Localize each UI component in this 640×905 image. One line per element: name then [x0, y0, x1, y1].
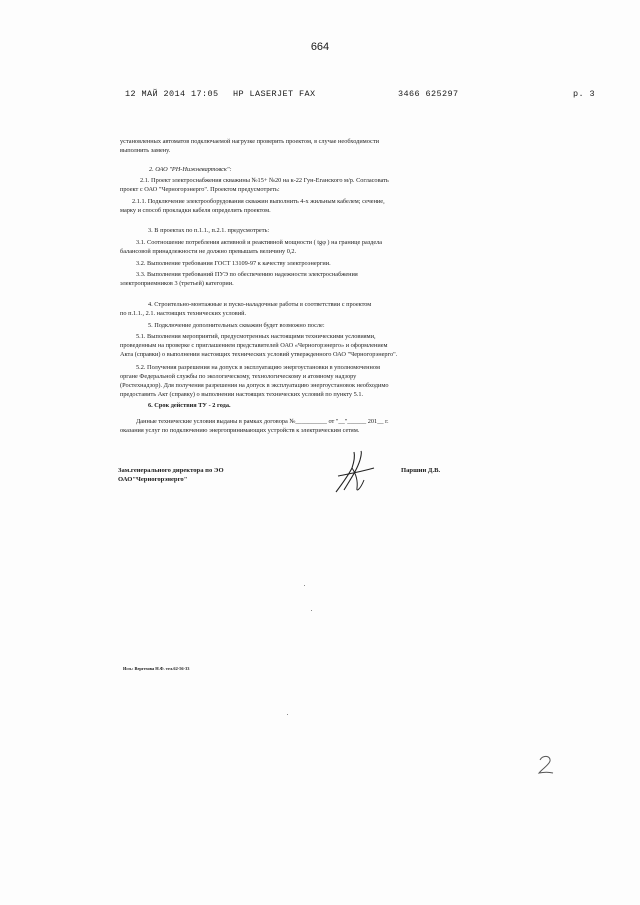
page-number: 664 — [310, 41, 330, 53]
body-line: (Ростехнадзор). Для получения разрешения на допуск в эксплуатацию энергоустановок необходимо — [120, 382, 389, 389]
body-line: 3.1. Соотношение потребления активной и реактивной мощности ( tgφ ) на границе раздела — [136, 239, 383, 246]
executor-note: Исп.: Вергезова Н.Ф. тел.62-56-33 — [123, 666, 190, 671]
fax-number: 3466 625297 — [398, 89, 459, 99]
body-line: Акта (справки) о выполнении настоящих технических условий утвержденного ОАО "Черногорэнерго". — [120, 351, 398, 358]
body-line: Данные технические условия выданы в рамках договора №__________ от "__"______ 201__ г. — [136, 418, 389, 425]
body-line: 2.1.1. Подключение электрооборудования скважин выполнить 4-х жильным кабелем; сечение, — [132, 198, 385, 205]
scan-speck — [287, 714, 288, 715]
body-line: выполнить замену. — [120, 147, 171, 154]
body-line: 3.2. Выполнение требования ГОСТ 13109-97 к качеству электроэнергии. — [136, 260, 331, 267]
handwritten-page-number — [536, 754, 556, 776]
body-line: органе Федеральной службы по экологическому, технологическому и атомному надзору — [120, 373, 357, 380]
scan-speck — [304, 585, 305, 586]
body-line: 3.3. Выполнения требований ПУЭ по обеспечению надежности электроснабжения — [136, 271, 358, 278]
body-line: балансовой принадлежности не должно превышать величину 0,2. — [120, 248, 297, 255]
body-line: 6. Срок действия ТУ - 2 года. — [148, 402, 231, 409]
body-line: оказания услуг по подключению энергопринимающих устройств к электрическим сетям. — [120, 427, 360, 434]
scan-speck — [311, 610, 312, 611]
body-line: 3. В проектах по п.1.1., п.2.1. предусмотреть: — [148, 227, 270, 234]
signatory-position-line1: Зам.генерального директора по ЭО — [118, 467, 224, 474]
fax-datetime: 12 МАЙ 2014 17:05 — [125, 89, 219, 99]
body-line: 5.1. Выполнения мероприятий, предусмотренных настоящими техническими условиями, — [136, 333, 376, 340]
fax-device: HP LASERJET FAX — [233, 89, 316, 99]
signatory-position-line2: ОАО"Черногорэнерго" — [118, 475, 188, 483]
body-line: 5. Подключение дополнительных скважин будет возможно после: — [148, 322, 325, 329]
signatory-name: Паршин Д.В. — [401, 467, 441, 474]
handwritten-signature — [330, 450, 380, 496]
body-line: 2.1. Проект электроснабжения скважины №15+ №20 на к-22 Гун-Еганского м/р. Согласовать — [140, 177, 389, 184]
body-line: проведенным на проверке с приглашением представителей ОАО «Черногорэнерго» и оформлением — [120, 342, 388, 349]
body-line: электроприемников 3 (третьей) категории. — [120, 280, 234, 287]
body-line: по п.1.1., 2.1. настоящих технических условий. — [120, 310, 247, 317]
signatory-position — [118, 467, 224, 484]
body-line: предоставить Акт (справку) о выполнении настоящих технических условий по пункту 5.1. — [120, 391, 364, 398]
fax-page: p. 3 — [573, 89, 596, 99]
body-line: 4. Строительно-монтажные и пуско-наладочные работы в соответствии с проектом — [148, 301, 372, 308]
body-line: марку и способ прокладки кабеля определить проектом. — [120, 207, 271, 214]
body-line: установленных автоматов подключаемой нагрузке проверить проектом, в случае необходимости — [120, 138, 379, 145]
body-line: 5.2. Получения разрешения на допуск в эксплуатацию энергоустановки в уполномоченном — [136, 364, 380, 371]
body-line: 2. ОАО "РН-Нижневартовск": — [149, 166, 232, 173]
body-line: проект с ОАО "Черногорэнерго". Проектом предусмотреть: — [120, 186, 280, 193]
